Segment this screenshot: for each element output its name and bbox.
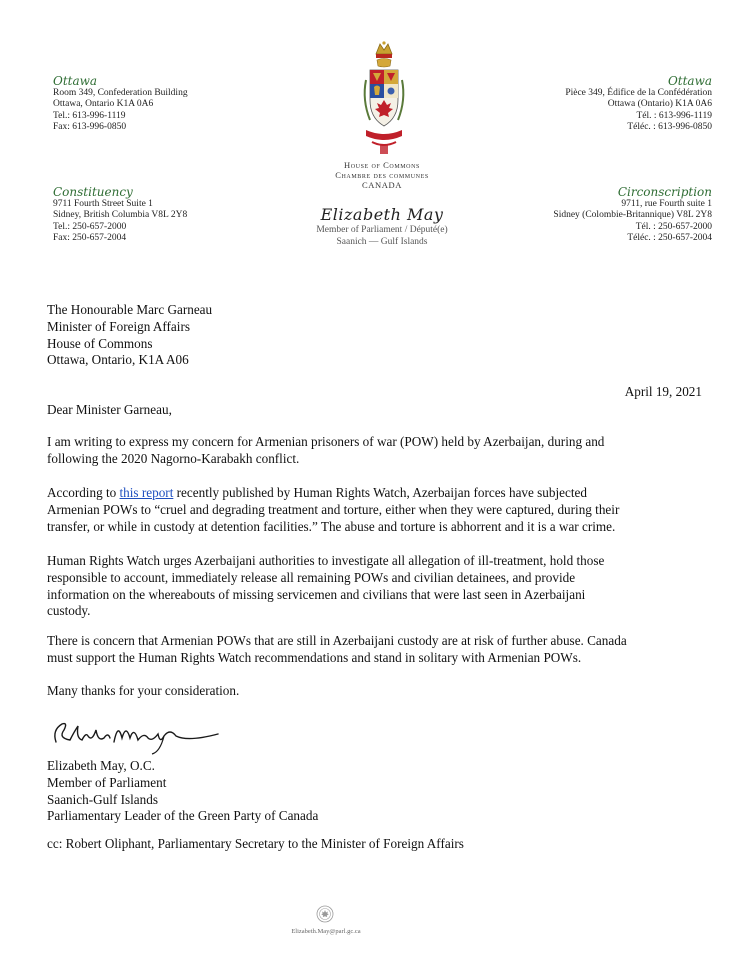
- phone-line: Tel.: 613-996-1119: [53, 110, 126, 121]
- signer-riding: Saanich-Gulf Islands: [47, 791, 158, 807]
- closing-text: Many thanks for your consideration.: [47, 683, 240, 698]
- parliament-seal-icon: [316, 905, 334, 923]
- letter-date: April 19, 2021: [624, 384, 702, 399]
- fax-line: Fax: 613-996-0850: [53, 122, 127, 132]
- mp-title: Member of Parliament / Député(e): [316, 225, 448, 235]
- canada-crest-icon: [356, 40, 412, 158]
- mp-header: [292, 205, 472, 248]
- handwritten-signature: [48, 712, 228, 756]
- paragraph-line: information on the whereabouts of missing servicemen and civilians that were last seen in Azerbaijani: [47, 586, 586, 602]
- recipient-line: House of Commons: [47, 335, 153, 351]
- salutation: [47, 402, 711, 419]
- closing: [47, 683, 711, 700]
- address-line: Pièce 349, Édifice de la Confédération: [565, 87, 712, 98]
- address-line: Sidney, British Columbia V8L 2Y8: [53, 210, 188, 220]
- footer-email: Elizabeth.May@parl.gc.ca: [291, 928, 361, 935]
- mp-riding: Saanich — Gulf Islands: [336, 237, 428, 247]
- signer-party-role: Parliamentary Leader of the Green Party of Canada: [47, 808, 319, 824]
- constituency-address-left: [53, 187, 187, 245]
- paragraph-3: [47, 553, 711, 620]
- recipient-line: The Honourable Marc Garneau: [47, 302, 213, 317]
- paragraph-line: following the 2020 Nagorno-Karabakh conflict.: [47, 450, 300, 466]
- address-line: Sidney (Colombie-Britannique) V8L 2Y8: [553, 210, 712, 220]
- paragraph-line: responsible to account, immediately release all remaining POWs and civilian detainees, and provide: [47, 569, 576, 585]
- recipient-block: [47, 302, 711, 369]
- phone-line: Tél. : 250-657-2000: [635, 221, 712, 232]
- address-line: Ottawa (Ontario) K1A 0A6: [607, 99, 712, 109]
- paragraph-line: custody.: [47, 603, 91, 619]
- paragraph-2: [47, 485, 711, 535]
- constituency-heading-left: Constituency: [53, 185, 133, 199]
- ottawa-address-left: [53, 76, 188, 134]
- address-line: 9711, rue Fourth suite 1: [621, 198, 712, 209]
- address-line: Ottawa, Ontario K1A 0A6: [53, 99, 154, 109]
- paragraph-4: [47, 633, 711, 667]
- house-of-commons-fr: Chambre des communes: [335, 170, 429, 180]
- constituency-address-right: [553, 187, 712, 245]
- paragraph-line: I am writing to express my concern for Armenian prisoners of war (POW) held by Azerbaijan, during and: [47, 434, 605, 449]
- house-of-commons-canada: CANADA: [362, 180, 402, 190]
- ottawa-heading-left: Ottawa: [53, 74, 98, 88]
- fax-line: Téléc. : 613-996-0850: [627, 122, 712, 132]
- paragraph-1: [47, 434, 711, 468]
- paragraph-line: There is concern that Armenian POWs that are still in Azerbaijani custody are at risk of further abuse. Canada: [47, 633, 627, 648]
- mp-name: Elizabeth May: [320, 205, 444, 224]
- constituency-heading-right: Circonscription: [617, 185, 712, 199]
- phone-line: Tel.: 250-657-2000: [53, 221, 127, 232]
- paragraph-line: [47, 485, 711, 502]
- ottawa-heading-right: Ottawa: [667, 74, 712, 88]
- signer-title: Member of Parliament: [47, 774, 167, 790]
- paragraph-line: transfer, or while in custody at detention facilities.” The abuse and torture is abhorrent and it is a war crime.: [47, 518, 616, 534]
- fax-line: Téléc. : 250-657-2004: [627, 233, 712, 243]
- signature-block: [47, 758, 711, 825]
- address-line: 9711 Fourth Street Suite 1: [53, 198, 153, 209]
- ottawa-address-right: [565, 76, 712, 134]
- fax-line: Fax: 250-657-2004: [53, 233, 127, 243]
- house-of-commons-en: House of Commons: [343, 160, 420, 170]
- recipient-line: Ottawa, Ontario, K1A A06: [47, 352, 189, 368]
- recipient-line: Minister of Foreign Affairs: [47, 318, 190, 334]
- paragraph-lead: According to: [47, 485, 120, 500]
- address-line: Room 349, Confederation Building: [53, 87, 188, 98]
- cc-text: cc: Robert Oliphant, Parliamentary Secretary to the Minister of Foreign Affairs: [47, 836, 464, 851]
- salutation-text: Dear Minister Garneau,: [47, 402, 172, 417]
- cc-line: [47, 836, 711, 853]
- paragraph-line: Human Rights Watch urges Azerbaijani authorities to investigate all allegation of ill-treatment, hold those: [47, 553, 605, 568]
- signer-name: Elizabeth May, O.C.: [47, 758, 155, 773]
- paragraph-tail: recently published by Human Rights Watch, Azerbaijan forces have subjected: [173, 485, 587, 500]
- report-link[interactable]: this report: [119, 485, 174, 500]
- house-of-commons-label: [296, 160, 468, 190]
- phone-line: Tél. : 613-996-1119: [636, 110, 712, 121]
- paragraph-line: must support the Human Rights Watch recommendations and stand in solitary with Armenian POWs.: [47, 649, 582, 665]
- paragraph-line: Armenian POWs to “cruel and degrading treatment and torture, either when they were captured, during their: [47, 501, 620, 517]
